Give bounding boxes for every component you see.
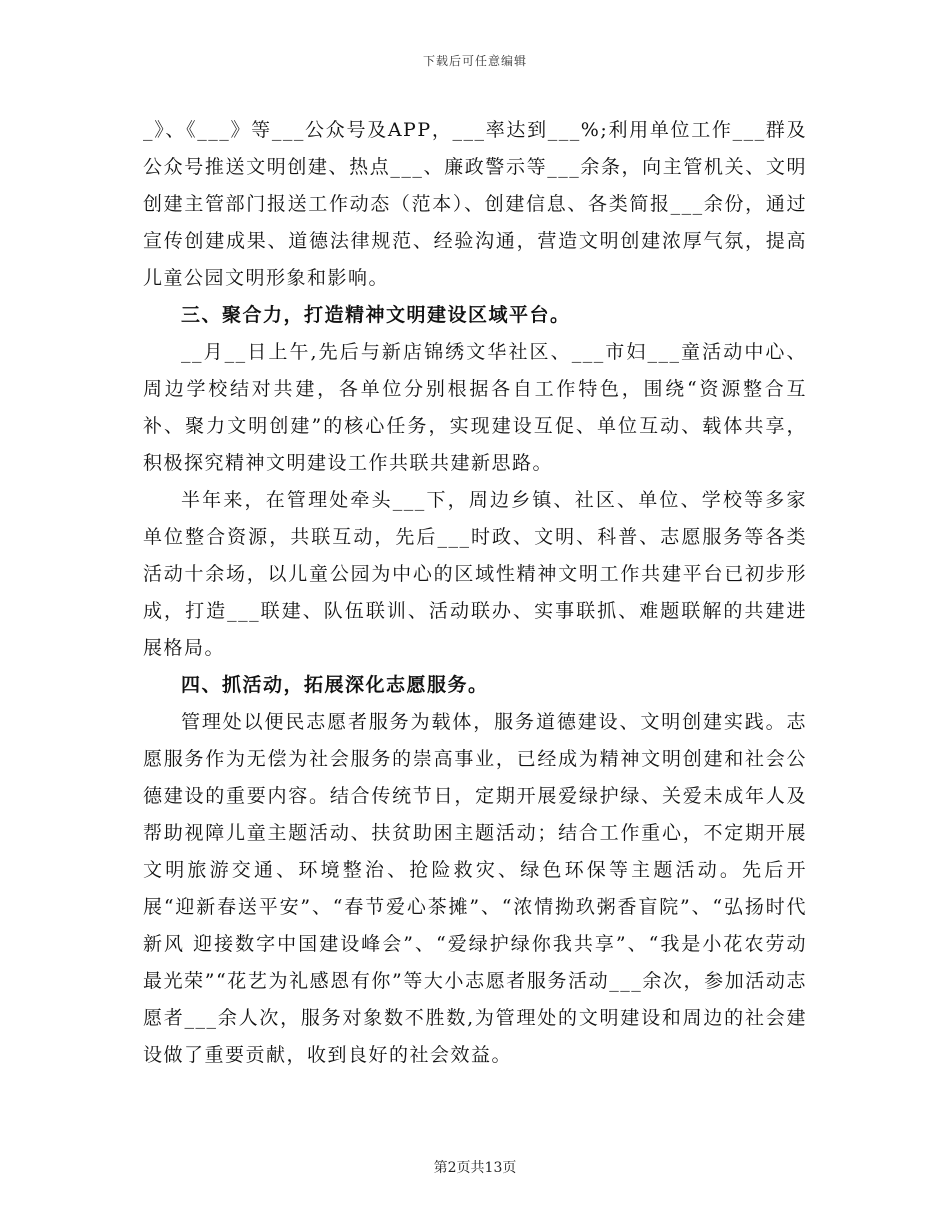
section-heading-3: 三、聚合力，打造精神文明建设区域平台。 — [181, 304, 571, 326]
paragraph-joint-construction: __月__日上午,先后与新店锦绣文华社区、___市妇___童活动中心、周边学校结对共建，各单位分别根据各自工作特色，围绕“资源整合互补、聚力文明创建”的核心任务，实现建设互促、单位互动、载体共享，积极探究精神文明建设工作共联共建新思路。 — [143, 341, 807, 474]
page-header: 下载后可任意编辑 — [422, 54, 527, 68]
page-footer: 第2页共13页 — [433, 1160, 517, 1176]
paragraph-volunteer-service: 管理处以便民志愿者服务为载体，服务道德建设、文明创建实践。志愿服务作为无偿为社会服务的崇高事业，已经成为精神文明创建和社会公德建设的重要内容。结合传统节日，定期开展爱绿护绿、关爱未成年人及帮助视障儿童主题活动、扶贫助困主题活动；结合工作重心，不定期开展文明旅游交通、环境整治、抢险救灾、绿色环保等主题活动。先后开展“迎新春送平安”、“春节爱心茶摊”、“浓情拗玖粥香盲院”、“弘扬时代新风 迎接数字中国建设峰会”、“爱绿护绿你我共享”、“我是小花农劳动最光荣”“花艺为礼感恩有你”等大小志愿者服务活动___余次，参加活动志愿者___余人次，服务对象数不胜数,为管理处的文明建设和周边的社会建设做了重要贡献，收到良好的社会效益。 — [143, 711, 807, 1066]
document-body — [143, 112, 807, 1074]
section-heading-4: 四、抓活动，拓展深化志愿服务。 — [181, 674, 489, 696]
paragraph-continuation: _》、《___》等___公众号及APP，___率达到___%;利用单位工作___群及公众号推送文明创建、热点___、廉政警示等___余条，向主管机关、文明创建主管部门报送工作动态（范本）、创建信息、各类简报___余份，通过宣传创建成果、道德法律规范、经验沟通，营造文明创建浓厚气氛，提高儿童公园文明形象和影响。 — [143, 119, 807, 289]
paragraph-half-year: 半年来，在管理处牵头___下，周边乡镇、社区、单位、学校等多家单位整合资源，共联互动，先后___时政、文明、科普、志愿服务等各类活动十余场，以儿童公园为中心的区域性精神文明工作共建平台已初步形成，打造___联建、队伍联训、活动联办、实事联抓、难题联解的共建进展格局。 — [143, 489, 807, 659]
